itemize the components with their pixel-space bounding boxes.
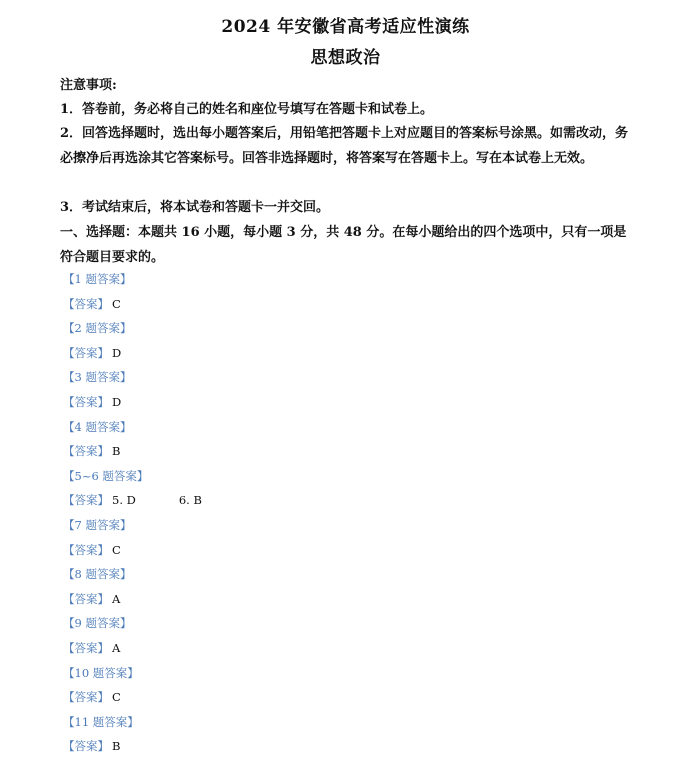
answer-label: 【答案】 (63, 640, 109, 655)
answer-value: A (112, 640, 121, 655)
answer-value: 5. D (112, 493, 136, 508)
question-label: 【10 题答案】 (63, 665, 139, 680)
note-item-3: 3．考试结束后，将本试卷和答题卡一并交回。 (60, 200, 330, 215)
question-label: 【7 题答案】 (63, 517, 132, 532)
note-item-2: 2．回答选择题时，选出每小题答案后，用铅笔把答题卡上对应题目的答案标号涂黑。如需改动，务必擦净后再选涂其它答案标号。回答非选择题时，将答案写在答题卡上。写在本试卷上无效。 (60, 126, 629, 166)
answer-value: B (112, 444, 121, 459)
question-label: 【11 题答案】 (63, 714, 139, 729)
question-label: 【4 题答案】 (63, 419, 132, 434)
answer-list (63, 267, 623, 759)
section-heading-choice: 一、选择题：本题共 16 小题，每小题 3 分，共 48 分。在每小题给出的四个选项中，只有一项是符合题目要求的。 (60, 225, 627, 265)
answer-value-secondary: 6. B (178, 493, 202, 508)
question-label: 【1 题答案】 (63, 272, 132, 286)
answer-row (63, 292, 623, 317)
answer-label: 【答案】 (63, 542, 109, 557)
answer-row (63, 734, 623, 759)
answer-label: 【答案】 (63, 591, 109, 606)
answer-label: 【答案】 (63, 739, 109, 754)
question-label: 【9 题答案】 (63, 616, 132, 631)
page-title: 2024 年安徽省高考适应性演练 (221, 17, 470, 37)
answer-value: C (112, 296, 121, 311)
answer-value: C (112, 690, 121, 705)
question-label: 【8 题答案】 (63, 567, 132, 582)
answer-row (63, 685, 623, 710)
notes-heading: 注意事项: (60, 78, 117, 93)
answer-row (63, 538, 623, 563)
question-label: 【2 题答案】 (63, 321, 132, 336)
answer-row (63, 488, 623, 513)
answer-row (63, 587, 623, 612)
question-label: 【5~6 题答案】 (63, 468, 149, 483)
question-label: 【3 题答案】 (63, 370, 132, 385)
note-item-1: 1．答卷前，务必将自己的姓名和座位号填写在答题卡和试卷上。 (60, 102, 434, 117)
answer-value: D (112, 394, 122, 409)
answer-row (63, 439, 623, 464)
answer-label: 【答案】 (63, 394, 109, 409)
answer-value: D (112, 345, 122, 360)
answer-label: 【答案】 (63, 444, 109, 459)
answer-label: 【答案】 (63, 493, 109, 508)
answer-row (63, 341, 623, 366)
answer-value: A (112, 591, 121, 606)
answer-row (63, 390, 623, 415)
subject-title: 思想政治 (310, 48, 381, 68)
answer-label: 【答案】 (63, 345, 109, 360)
answer-value: B (112, 739, 121, 754)
answer-row (63, 636, 623, 661)
answer-value: C (112, 542, 121, 557)
answer-label: 【答案】 (63, 296, 109, 311)
answer-label: 【答案】 (63, 690, 109, 705)
